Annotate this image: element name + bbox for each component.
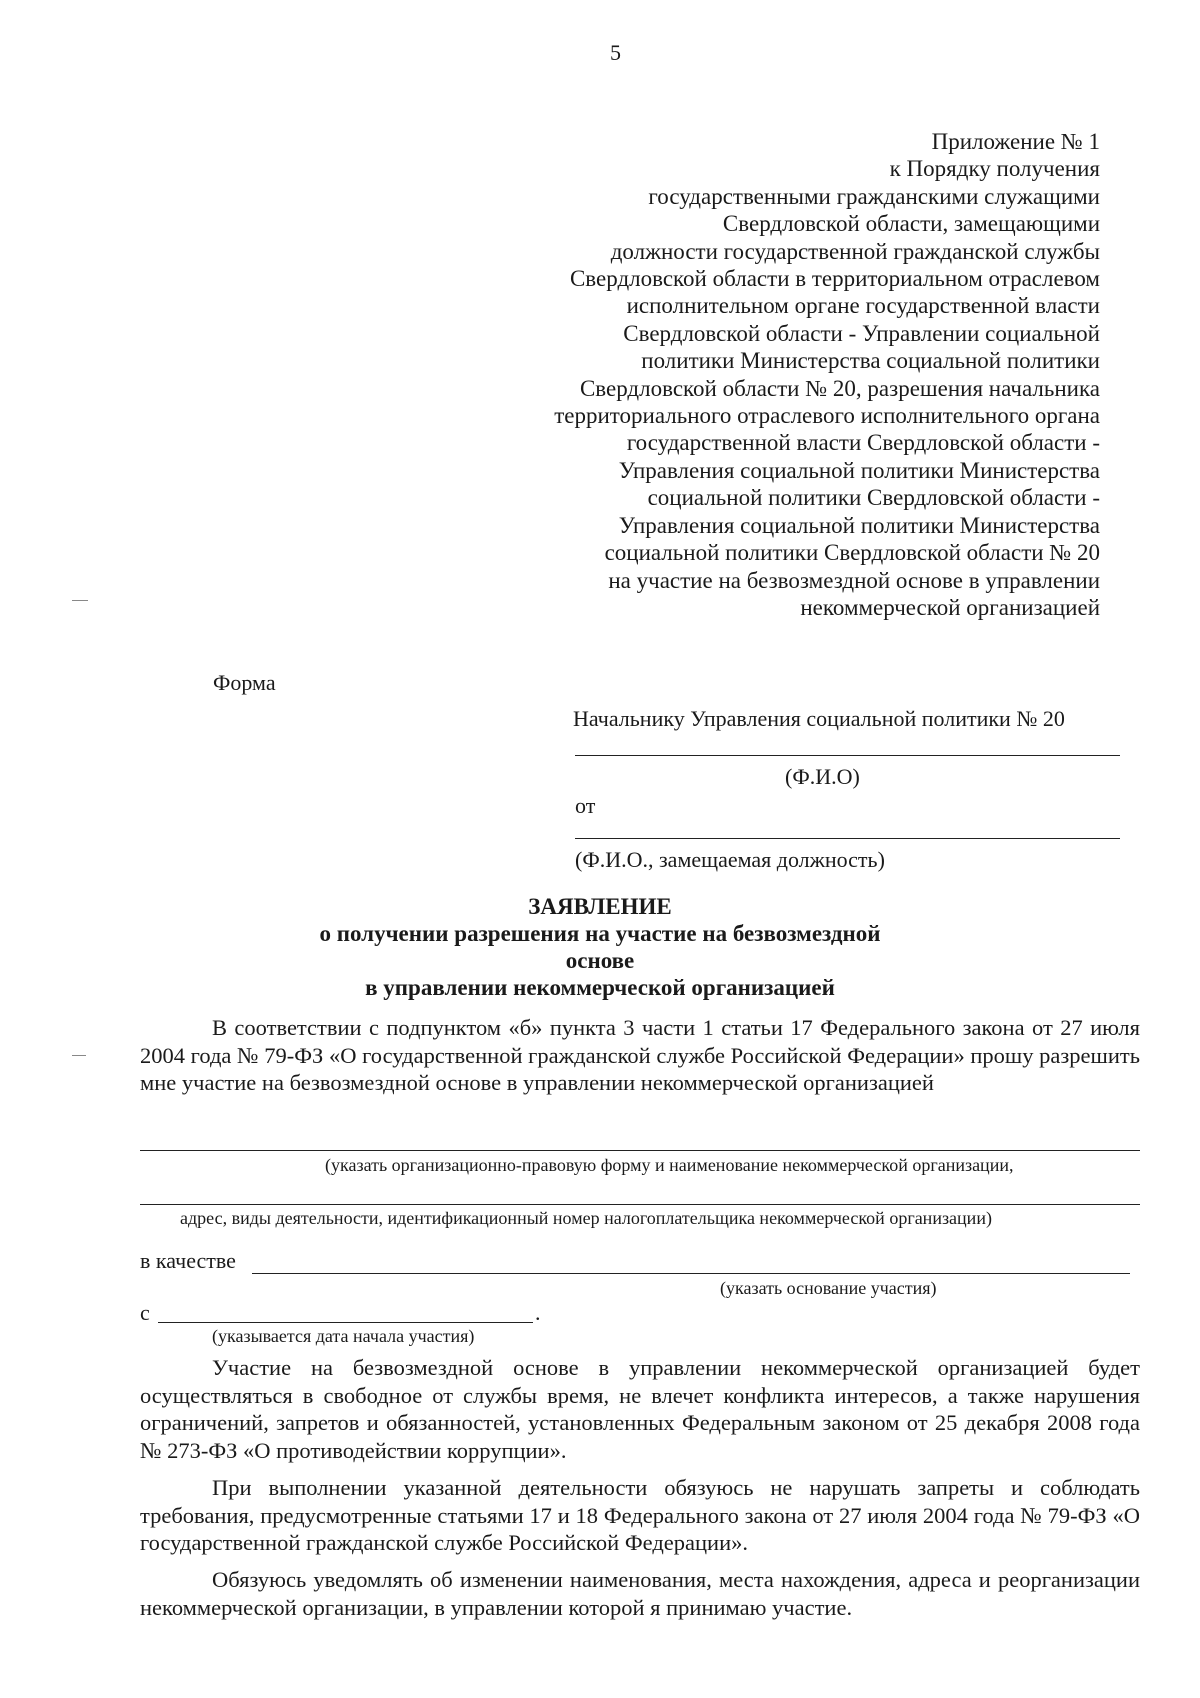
paragraph: [140, 1014, 1140, 1097]
annex-line: Приложение № 1: [931, 129, 1100, 154]
since-label: с: [140, 1300, 150, 1325]
role-label: в качестве: [140, 1248, 236, 1273]
form-label: Форма: [213, 670, 276, 695]
from-caption: (Ф.И.О., замещаемая должность): [575, 847, 885, 872]
annex-line: государственными гражданскими служащими: [648, 183, 1100, 209]
annex-line: Свердловской области - Управлении социальной: [623, 320, 1100, 346]
annex-line: Управления социальной политики Министерства: [618, 457, 1100, 483]
paragraph: [140, 1354, 1140, 1464]
role-input-line[interactable]: [252, 1273, 1130, 1274]
org-input-line-2[interactable]: [140, 1204, 1140, 1205]
annex-line: Свердловской области в территориальном отраслевом: [569, 266, 1100, 292]
fio-input-line[interactable]: [575, 755, 1120, 756]
paragraph-text: При выполнении указанной деятельности обязуюсь не нарушать запреты и соблюдать требования, предусмотренные статьями 17 и 18 Федерального закона от 27 июля 2004 года № 79-ФЗ «О государственной гражданской службе Российской Федерации».: [140, 1475, 1140, 1555]
document-title: [300, 893, 900, 1001]
annex-line: должности государственной гражданской службы: [610, 238, 1100, 264]
annex-line: некоммерческой организацией: [800, 594, 1100, 620]
since-period: .: [535, 1300, 541, 1325]
org-caption-2: адрес, виды деятельности, идентификационный номер налогоплательщика некоммерческой организации): [180, 1208, 992, 1228]
annex-line: исполнительном органе государственной власти: [626, 293, 1100, 319]
since-caption: (указывается дата начала участия): [212, 1326, 475, 1346]
from-input-line[interactable]: [575, 838, 1120, 839]
annex-line: государственной власти Свердловской области -: [626, 430, 1100, 456]
title-line: о получении разрешения на участие на безвозмездной основе: [319, 921, 881, 973]
annex-line: социальной политики Свердловской области № 20: [604, 540, 1100, 566]
title-line: в управлении некоммерческой организацией: [365, 975, 835, 1000]
paragraph-text: В соответствии с подпунктом «б» пункта 3 части 1 статьи 17 Федерального закона от 27 июля 2004 года № 79-ФЗ «О государственной гражданской службе Российской Федерации» прошу разрешить мне участие на безвозмездной основе в управлении некоммерческой организацией: [140, 1015, 1140, 1095]
paragraph: [140, 1566, 1140, 1621]
scan-mark: [72, 600, 88, 601]
annex-line: территориального отраслевого исполнительного органа: [554, 403, 1100, 429]
annex-line: Свердловской области № 20, разрешения начальника: [579, 375, 1100, 401]
paragraph-text: Обязуюсь уведомлять об изменении наименования, места нахождения, адреса и реорганизации некоммерческой организации, в управлении которой я принимаю участие.: [140, 1567, 1140, 1620]
addressee-to: Начальнику Управления социальной политики № 20: [573, 706, 1065, 731]
paragraph: [140, 1474, 1140, 1557]
paragraph-text: Участие на безвозмездной основе в управлении некоммерческой организацией будет осуществляться в свободное от службы время, не влечет конфликта интересов, а также нарушения ограничений, запретов и обязанностей, установленных Федеральным законом от 25 декабря 2008 года № 273-ФЗ «О противодействии коррупции».: [140, 1355, 1140, 1463]
annex-line: политики Министерства социальной политики: [641, 348, 1100, 374]
fio-caption: (Ф.И.О): [785, 764, 860, 789]
org-caption: (указать организационно-правовую форму и наименование некоммерческой организации,: [325, 1155, 1014, 1175]
annex-line: социальной политики Свердловской области -: [647, 485, 1100, 511]
org-input-line[interactable]: [140, 1150, 1140, 1151]
since-input-line[interactable]: [158, 1322, 533, 1323]
annex-line: на участие на безвозмездной основе в управлении: [608, 567, 1100, 593]
from-label: от: [575, 793, 596, 818]
role-caption: (указать основание участия): [720, 1278, 937, 1298]
annex-line: Свердловской области, замещающими: [722, 211, 1100, 237]
annex-header: [400, 128, 1100, 621]
scan-mark: [72, 1055, 86, 1056]
page-number: 5: [610, 40, 621, 65]
title-heading: ЗАЯВЛЕНИЕ: [528, 894, 672, 919]
annex-line: к Порядку получения: [889, 156, 1100, 182]
annex-line: Управления социальной политики Министерства: [618, 512, 1100, 538]
